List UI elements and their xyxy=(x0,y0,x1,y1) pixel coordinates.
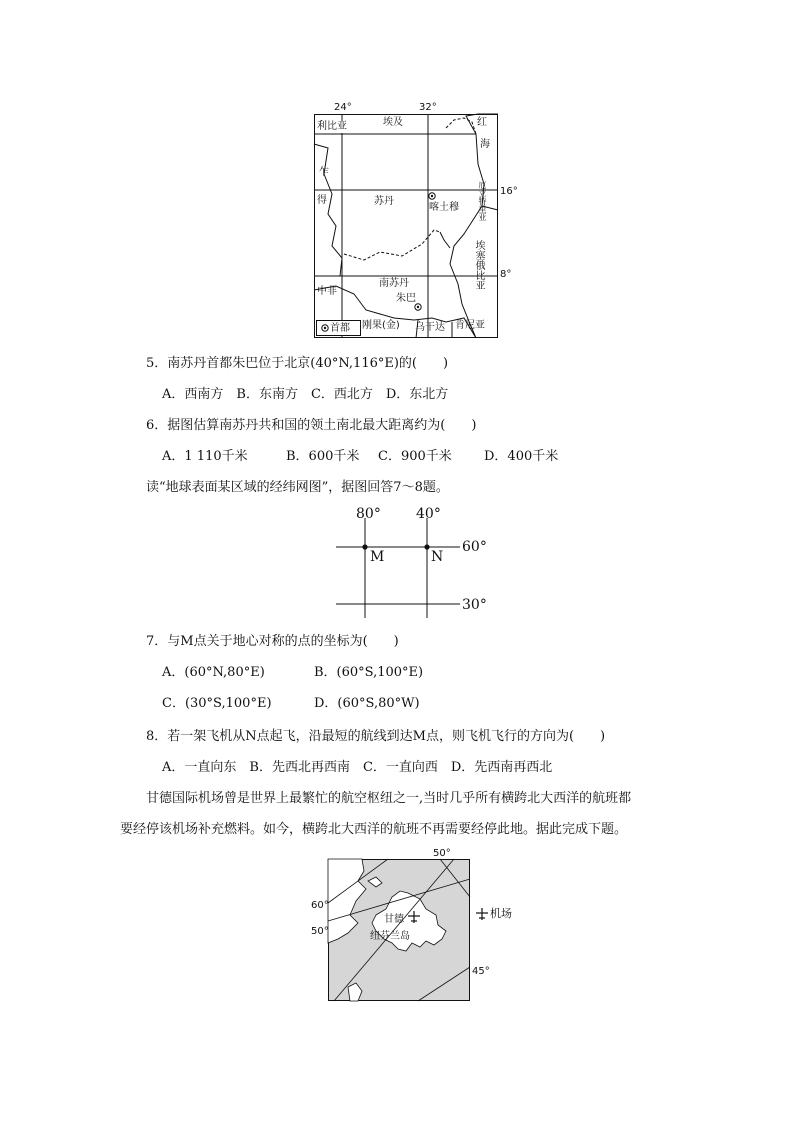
question-5-stem: 5．南苏丹首都朱巴位于北京(40°N,116°E)的( ) xyxy=(146,356,449,371)
point-n-dot xyxy=(424,544,429,549)
label-newfoundland: 纽芬兰岛 xyxy=(370,931,410,942)
label-khartoum: 喀土穆 xyxy=(429,202,459,213)
label-chad-2: 得 xyxy=(317,195,327,206)
passage-line-1: 甘德国际机场曾是世界上最繁忙的航空枢纽之一,当时几乎所有横跨北大西洋的航班都 xyxy=(146,791,632,806)
lon-label-40: 40° xyxy=(416,506,441,522)
point-n-label: N xyxy=(431,549,444,565)
label-egypt: 埃及 xyxy=(383,117,403,128)
question-6-option-a: A．1 110千米 xyxy=(162,449,248,464)
legend-airport-icon xyxy=(476,907,488,921)
label-chad-1: 乍 xyxy=(319,167,329,178)
label-sudan: 苏丹 xyxy=(374,196,394,207)
lat-label-8: 8° xyxy=(500,269,512,280)
intro-7-8: 读“地球表面某区域的经纬网图”，据图回答7～8题。 xyxy=(146,480,449,495)
passage-line-2: 要经停该机场补充燃料。如今，横跨北大西洋的航班不再需要经停此地。据此完成下题。 xyxy=(120,822,628,837)
lat-label-50-side: 50° xyxy=(311,926,329,937)
label-gander: 甘德 xyxy=(384,914,404,925)
point-m-dot xyxy=(362,544,367,549)
lon-label-50-top: 50° xyxy=(433,848,451,859)
question-5-options: A．西南方 B．东南方 C．西北方 D．东北方 xyxy=(162,387,449,402)
point-m-label: M xyxy=(370,549,385,565)
label-drc: 刚果(金) xyxy=(362,320,400,331)
lon-label-45: 45° xyxy=(472,966,490,977)
legend-capital-label: 首都 xyxy=(330,323,350,334)
question-7-stem: 7．与M点关于地心对称的点的坐标为( ) xyxy=(146,634,399,649)
lon-label-32: 32° xyxy=(419,102,437,113)
legend-airport-label: 机场 xyxy=(490,907,512,920)
label-ethiopia: 埃塞俄比亚 xyxy=(473,240,484,290)
lat-label-60-side: 60° xyxy=(311,900,329,911)
label-red-sea-1: 红 xyxy=(477,117,487,128)
label-uganda: 乌干达 xyxy=(415,322,445,333)
question-7-option-b: B．(60°S,100°E) xyxy=(314,665,424,680)
question-6-option-b: B．600千米 xyxy=(286,449,360,464)
question-8-stem: 8．若一架飞机从N点起飞，沿最短的航线到达M点，则飞机飞行的方向为( ) xyxy=(146,729,606,744)
label-car: 中非 xyxy=(317,286,337,297)
question-7-option-d: D．(60°S,80°W) xyxy=(314,696,420,711)
label-eritrea: 厄立特里亚 xyxy=(478,181,487,221)
lat-label-16: 16° xyxy=(500,186,518,197)
label-libya: 利比亚 xyxy=(317,121,347,132)
question-8-options: A．一直向东 B．先西北再西南 C．一直向西 D．先西南再西北 xyxy=(162,760,553,775)
question-7-option-c: C．(30°S,100°E) xyxy=(162,696,272,711)
question-7-option-a: A．(60°N,80°E) xyxy=(162,665,265,680)
question-6-option-d: D．400千米 xyxy=(484,449,559,464)
label-kenya: 肯尼亚 xyxy=(455,320,485,331)
lon-label-24: 24° xyxy=(334,102,352,113)
label-south-sudan: 南苏丹 xyxy=(379,278,409,289)
label-juba: 朱巴 xyxy=(396,293,416,304)
lat-label-30: 30° xyxy=(462,597,487,613)
question-6-stem: 6．据图估算南苏丹共和国的领土南北最大距离约为( ) xyxy=(146,418,477,433)
lon-label-80: 80° xyxy=(356,506,381,522)
question-6-option-c: C．900千米 xyxy=(378,449,452,464)
graticule-lines xyxy=(330,518,460,622)
newfoundland-map-frame xyxy=(328,859,470,1001)
lat-label-60: 60° xyxy=(462,539,487,555)
label-red-sea-2: 海 xyxy=(480,139,490,150)
